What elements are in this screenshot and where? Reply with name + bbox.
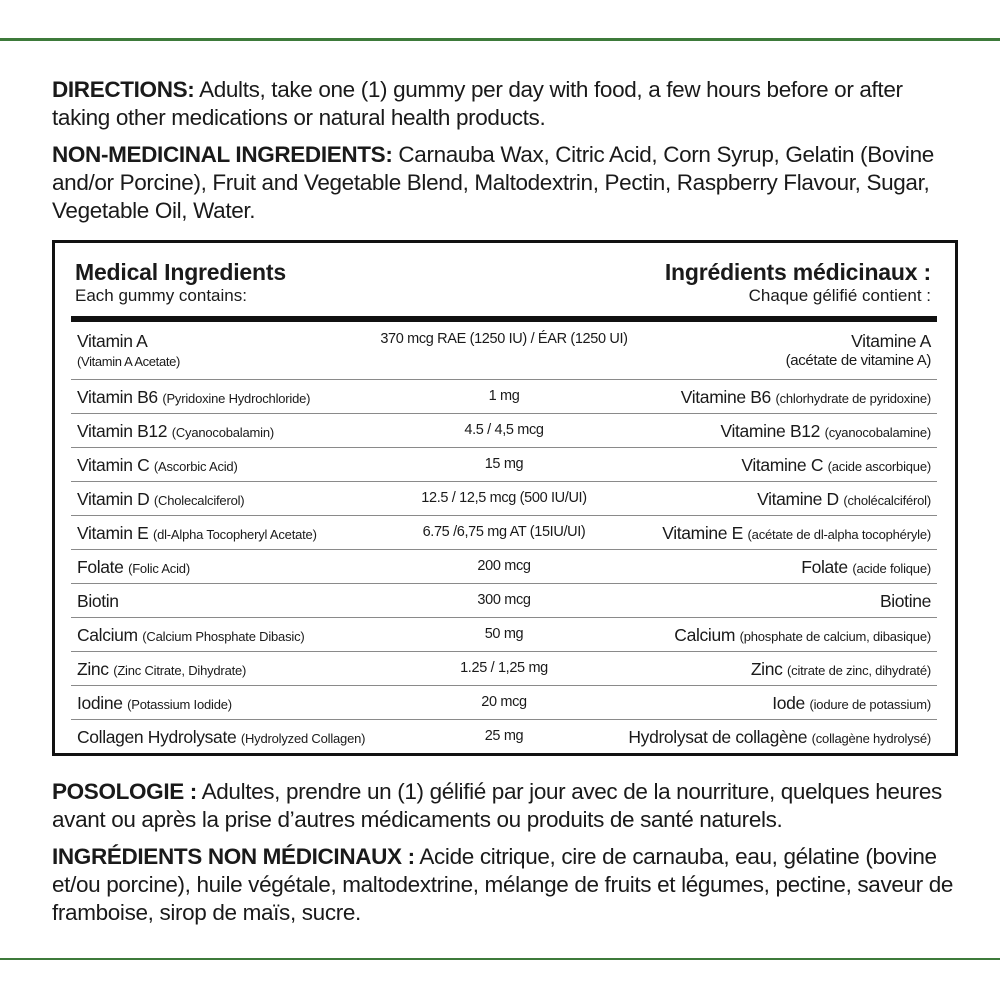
ingredient-fr-source: (iodure de potassium) <box>809 697 931 712</box>
ingredient-amount: 300 mcg <box>477 592 531 608</box>
ingredient-fr: Vitamine A <box>851 331 931 351</box>
ingredient-fr: Hydrolysat de collagène <box>628 727 808 747</box>
posologie-text: Adultes, prendre un (1) gélifié par jour avec de la nourriture, quelques heures avant ou après la prise d’autres médicaments ou produits de santé naturels. <box>52 779 942 832</box>
ingredient-en-source: (Zinc Citrate, Dihydrate) <box>113 663 247 678</box>
posologie-paragraph <box>52 778 964 834</box>
ingredient-fr: Vitamine B12 <box>720 421 821 441</box>
ingredient-fr-source: (phosphate de calcium, dibasique) <box>739 629 931 644</box>
ingredient-amount: 15 mg <box>484 456 524 472</box>
ingredient-amount: 4.5 / 4,5 mcg <box>464 422 544 438</box>
non-medicinal-paragraph <box>52 141 964 225</box>
ingredient-en-source: (Hydrolyzed Collagen) <box>240 731 366 746</box>
ingredient-fr-source: (citrate de zinc, dihydraté) <box>787 663 931 678</box>
table-row <box>71 482 937 516</box>
table-header-french <box>665 258 931 306</box>
table-header-english <box>75 258 286 306</box>
ingredient-fr-source: (acide folique) <box>852 561 931 576</box>
table-row <box>71 414 937 448</box>
ingredient-en-source: (dl-Alpha Tocopheryl Acetate) <box>152 527 317 542</box>
table-row <box>71 652 937 686</box>
ingredient-en-source: (Vitamin A Acetate) <box>77 354 180 369</box>
ingredient-amount: 20 mcg <box>481 694 527 710</box>
ingredient-en-source: (Ascorbic Acid) <box>153 459 238 474</box>
ingredient-fr: Vitamine E <box>662 523 744 543</box>
medical-ingredients-table <box>52 240 958 756</box>
table-subtitle-fr: Chaque gélifié contient : <box>748 286 931 305</box>
table-row <box>71 448 937 482</box>
table-title-en: Medical Ingredients <box>75 259 286 285</box>
ingredient-en: Vitamin D <box>77 489 150 509</box>
ingredient-fr: Iode <box>772 693 805 713</box>
ingredient-fr-source: (cyanocobalamine) <box>824 425 931 440</box>
ingredient-en: Vitamin E <box>77 523 149 543</box>
table-row <box>71 516 937 550</box>
ingredient-fr: Vitamine C <box>741 455 824 475</box>
ingredient-amount: 370 mcg RAE (1250 IU) / ÉAR (1250 UI) <box>380 331 628 347</box>
non-medicinal-text: Carnauba Wax, Citric Acid, Corn Syrup, Gelatin (Bovine and/or Porcine), Fruit and Vegetable Blend, Maltodextrin, Pectin, Raspberry Flavour, Sugar, Vegetable Oil, Water. <box>52 142 934 223</box>
ingredient-amount: 25 mg <box>484 728 524 744</box>
ingredient-en-source: (Calcium Phosphate Dibasic) <box>142 629 305 644</box>
posologie-label: POSOLOGIE : <box>52 779 197 804</box>
table-row <box>71 720 937 753</box>
ingredient-fr-source: (acétate de vitamine A) <box>785 352 931 369</box>
ingredient-en-source: (Folic Acid) <box>128 561 190 576</box>
ingredient-en: Vitamin B12 <box>77 421 168 441</box>
table-title-fr: Ingrédients médicinaux : <box>664 259 931 285</box>
ingredient-amount: 1 mg <box>488 388 520 404</box>
directions-label: DIRECTIONS: <box>52 77 195 102</box>
ingredient-en: Calcium <box>77 625 138 645</box>
ingredient-fr-source: (acide ascorbique) <box>827 459 931 474</box>
ingredient-en-source: (Pyridoxine Hydrochloride) <box>162 391 311 406</box>
ingredient-en: Biotin <box>77 591 119 611</box>
bottom-green-rule <box>0 958 1000 960</box>
ingredient-fr-source: (collagène hydrolysé) <box>811 731 931 746</box>
header-divider <box>71 316 937 322</box>
ingredient-fr: Vitamine D <box>757 489 839 509</box>
ingredients-non-text: Acide citrique, cire de carnauba, eau, gélatine (bovine et/ou porcine), huile végétale, maltodextrine, mélange de fruits et légumes, pectine, saveur de framboise, sirop de maïs, sucre. <box>52 844 954 925</box>
ingredient-en: Collagen Hydrolysate <box>77 727 237 747</box>
top-green-rule <box>0 38 1000 41</box>
ingredient-en: Vitamin A <box>77 331 148 351</box>
ingredients-non-paragraph <box>52 843 964 927</box>
ingredient-en-source: (Potassium Iodide) <box>127 697 232 712</box>
table-row <box>71 550 937 584</box>
ingredient-fr-source: (acétate de dl-alpha tocophéryle) <box>747 527 931 542</box>
non-medicinal-label: NON-MEDICINAL INGREDIENTS: <box>52 142 393 167</box>
ingredients-non-label: INGRÉDIENTS NON MÉDICINAUX : <box>52 844 415 869</box>
ingredient-fr: Vitamine B6 <box>680 387 771 407</box>
ingredient-fr: Zinc <box>750 659 783 679</box>
directions-text: Adults, take one (1) gummy per day with food, a few hours before or after taking other medications or natural health products. <box>52 77 903 130</box>
ingredient-amount: 1.25 / 1,25 mg <box>460 660 548 676</box>
ingredient-fr-source: (cholécalciférol) <box>843 493 931 508</box>
table-subtitle-en: Each gummy contains: <box>75 286 247 305</box>
ingredient-rows <box>71 324 937 753</box>
ingredient-en: Vitamin C <box>77 455 150 475</box>
ingredient-fr: Biotine <box>879 591 931 611</box>
ingredient-amount: 50 mg <box>484 626 524 642</box>
ingredient-amount: 12.5 / 12,5 mcg (500 IU/UI) <box>421 490 587 506</box>
ingredient-amount: 200 mcg <box>477 558 531 574</box>
ingredient-en: Iodine <box>77 693 123 713</box>
ingredient-fr: Folate <box>801 557 848 577</box>
table-row <box>71 584 937 618</box>
ingredient-en: Folate <box>77 557 124 577</box>
table-row <box>71 618 937 652</box>
table-row <box>71 324 937 380</box>
ingredient-fr-source: (chlorhydrate de pyridoxine) <box>775 391 931 406</box>
ingredient-en-source: (Cyanocobalamin) <box>171 425 274 440</box>
ingredient-amount: 6.75 /6,75 mg AT (15IU/UI) <box>422 524 586 540</box>
ingredient-en: Zinc <box>77 659 109 679</box>
ingredient-en: Vitamin B6 <box>77 387 158 407</box>
table-row <box>71 380 937 414</box>
directions-paragraph <box>52 76 964 132</box>
table-row <box>71 686 937 720</box>
ingredient-fr: Calcium <box>674 625 736 645</box>
ingredient-en-source: (Cholecalciferol) <box>153 493 245 508</box>
